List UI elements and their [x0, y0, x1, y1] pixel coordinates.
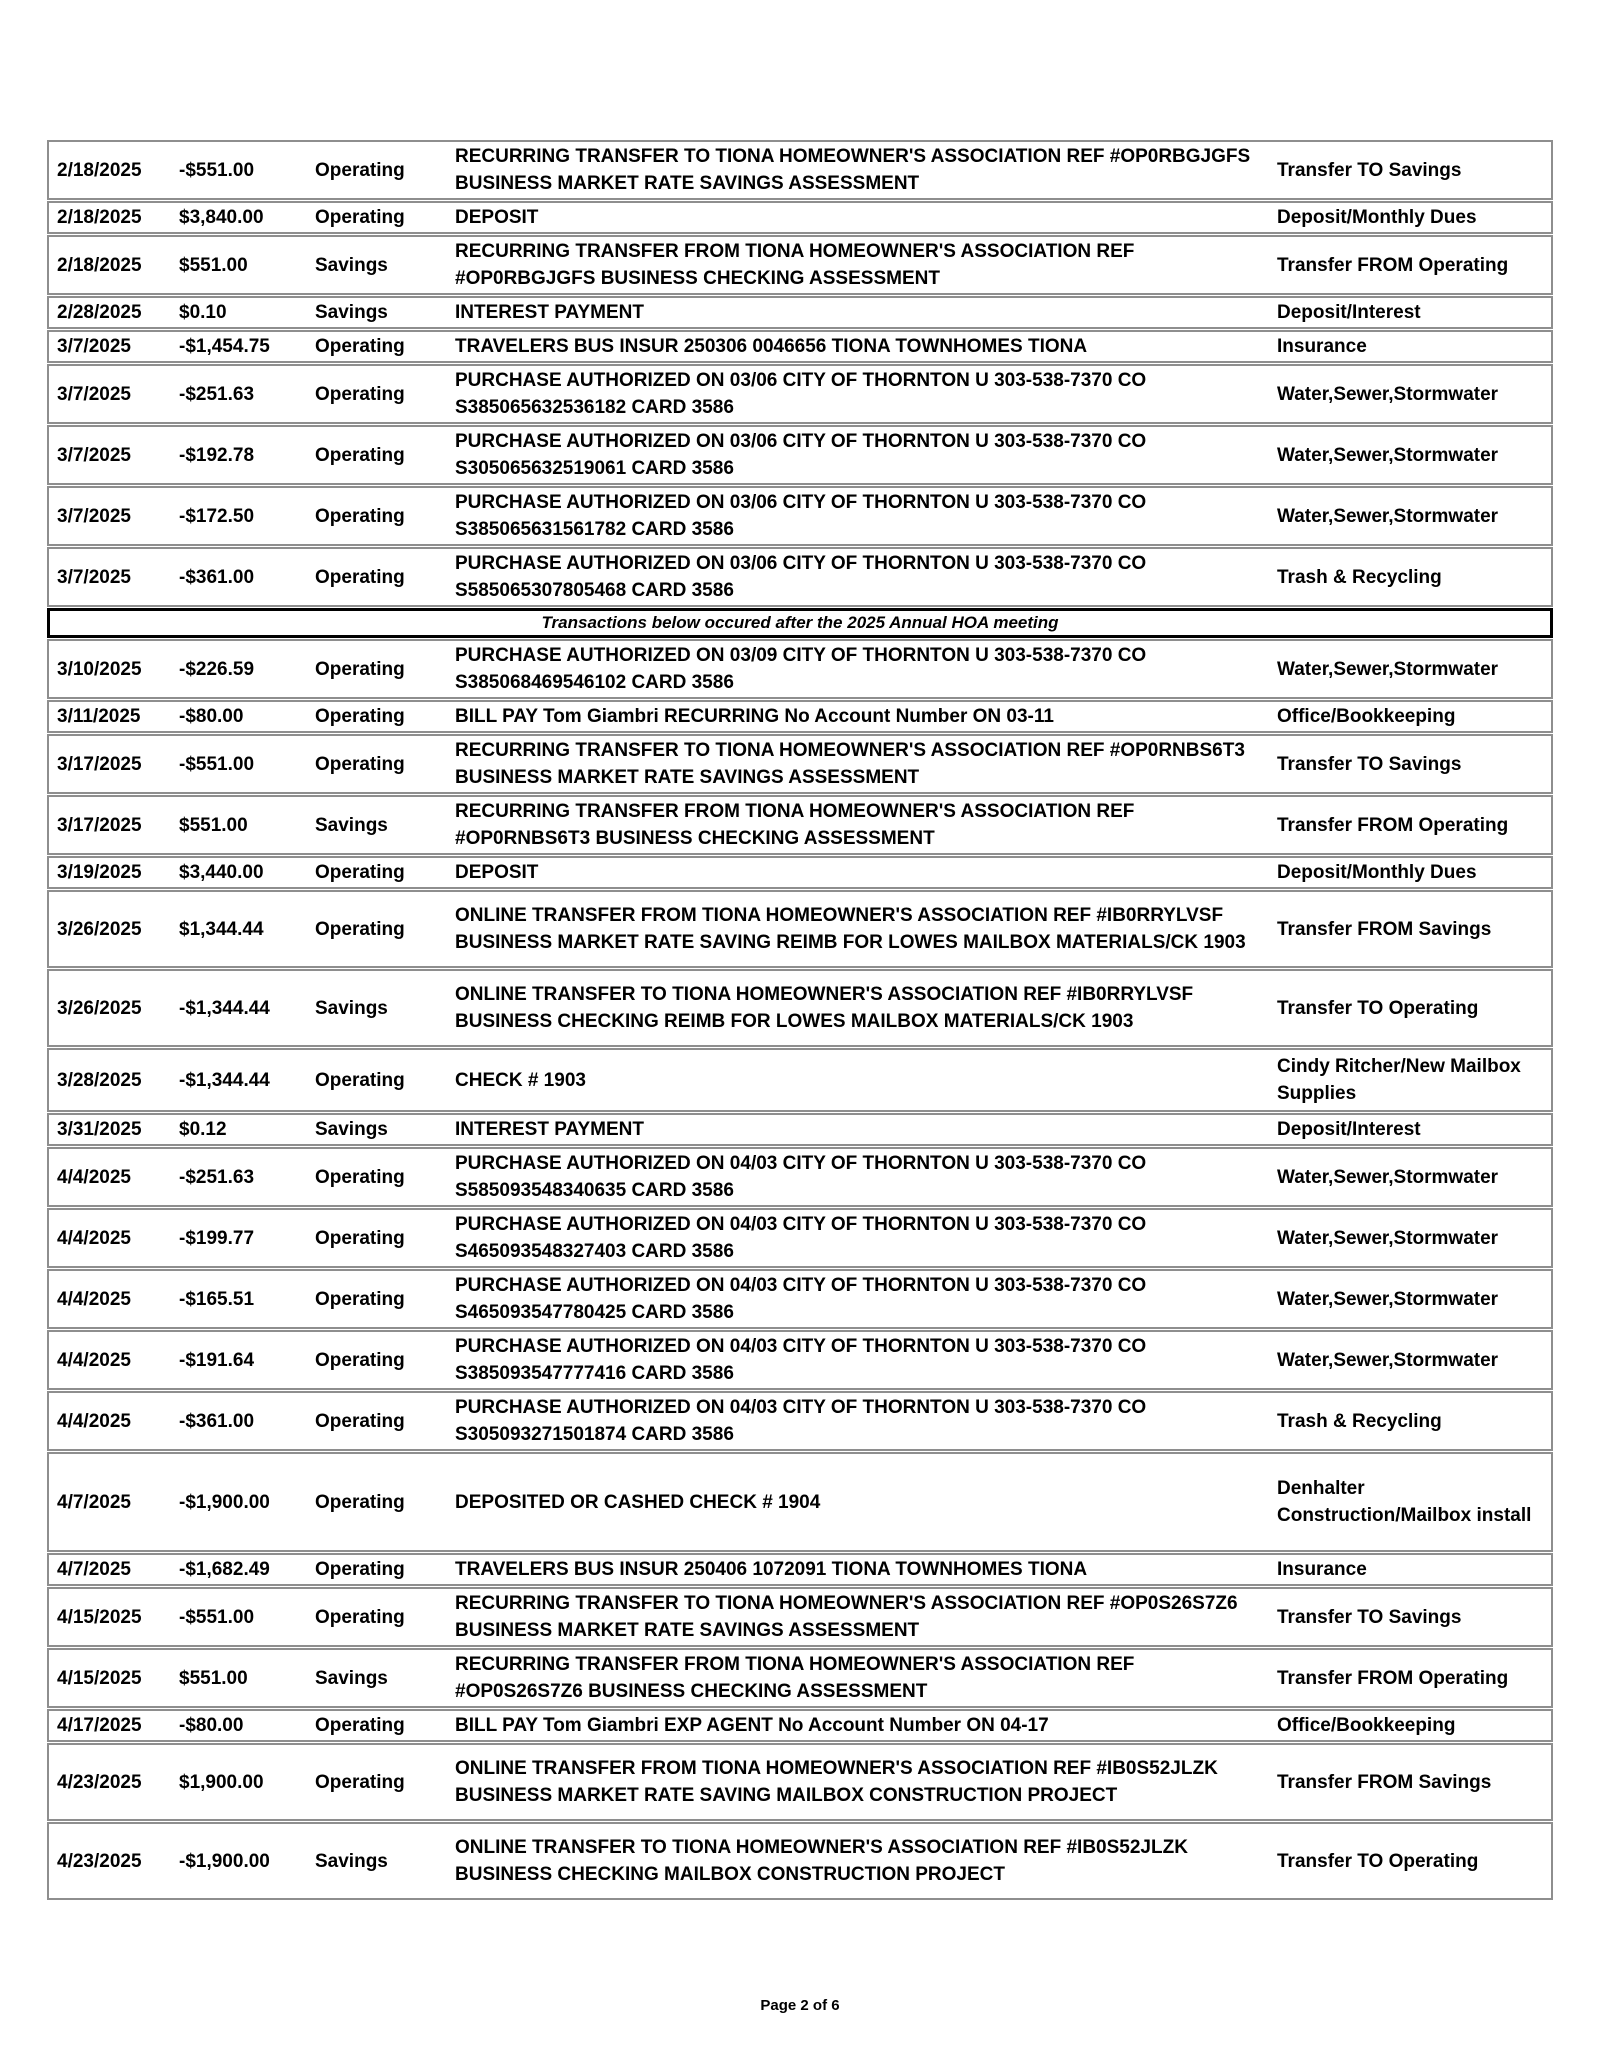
account-cell: Operating — [315, 658, 405, 680]
amount-cell: -$226.59 — [179, 658, 255, 680]
amount-cell: $0.10 — [179, 302, 227, 323]
table-row — [47, 1587, 1553, 1647]
table-row — [47, 1147, 1553, 1207]
amount-cell: -$192.78 — [179, 444, 255, 466]
table-row — [47, 1208, 1553, 1268]
amount-cell: -$80.00 — [179, 706, 244, 727]
description-cell: TRAVELERS BUS INSUR 250406 1072091 TIONA TOWNHOMES TIONA — [455, 1559, 1088, 1580]
description-cell: DEPOSIT — [455, 862, 539, 883]
amount-cell: $3,840.00 — [179, 207, 264, 228]
description-cell: RECURRING TRANSFER FROM TIONA HOMEOWNER'S ASSOCIATION REF #OP0RBGJGFS BUSINESS CHECKING ASSESSMENT — [455, 241, 1135, 289]
account-cell: Operating — [315, 1349, 405, 1371]
category-cell: Trash & Recycling — [1277, 1410, 1442, 1432]
date-cell: 3/7/2025 — [57, 566, 131, 588]
amount-cell: -$191.64 — [179, 1349, 255, 1371]
category-cell: Water,Sewer,Stormwater — [1277, 1349, 1499, 1371]
description-cell: ONLINE TRANSFER FROM TIONA HOMEOWNER'S ASSOCIATION REF #IB0S52JLZK BUSINESS MARKET RATE SAVING MAILBOX CONSTRUCTION PROJECT — [455, 1758, 1218, 1806]
date-cell: 2/18/2025 — [57, 254, 142, 276]
amount-cell: -$551.00 — [179, 159, 255, 181]
category-cell: Deposit/Interest — [1277, 1119, 1421, 1140]
description-cell: INTEREST PAYMENT — [455, 1119, 644, 1140]
category-cell: Cindy Ritcher/New Mailbox Supplies — [1277, 1056, 1521, 1104]
account-cell: Operating — [315, 505, 405, 527]
account-cell: Operating — [315, 1166, 405, 1188]
category-cell: Denhalter Construction/Mailbox install — [1277, 1478, 1532, 1526]
category-cell: Water,Sewer,Stormwater — [1277, 383, 1499, 405]
description-cell: PURCHASE AUTHORIZED ON 04/03 CITY OF THORNTON U 303-538-7370 CO S465093548327403 CARD 3586 — [455, 1214, 1147, 1262]
description-cell: PURCHASE AUTHORIZED ON 03/06 CITY OF THORNTON U 303-538-7370 CO S385065632536182 CARD 3586 — [455, 370, 1147, 418]
table-row — [47, 330, 1553, 363]
category-cell: Transfer TO Operating — [1277, 997, 1479, 1019]
category-cell: Deposit/Interest — [1277, 302, 1421, 323]
account-cell: Operating — [315, 566, 405, 588]
amount-cell: $0.12 — [179, 1119, 227, 1140]
amount-cell: -$1,454.75 — [179, 336, 270, 357]
table-row — [47, 235, 1553, 295]
account-cell: Operating — [315, 444, 405, 466]
amount-cell: -$80.00 — [179, 1715, 244, 1736]
description-cell: DEPOSIT — [455, 207, 539, 228]
account-cell: Operating — [315, 1771, 405, 1793]
account-cell: Operating — [315, 1559, 405, 1580]
table-row — [47, 1648, 1553, 1708]
description-cell: RECURRING TRANSFER TO TIONA HOMEOWNER'S ASSOCIATION REF #OP0S26S7Z6 BUSINESS MARKET RATE SAVINGS ASSESSMENT — [455, 1593, 1238, 1641]
table-row — [47, 1269, 1553, 1329]
description-cell: BILL PAY Tom Giambri EXP AGENT No Account Number ON 04-17 — [455, 1715, 1049, 1736]
table-row — [47, 1743, 1553, 1821]
date-cell: 4/23/2025 — [57, 1850, 142, 1872]
table-row — [47, 1553, 1553, 1586]
amount-cell: $551.00 — [179, 1667, 248, 1689]
category-cell: Water,Sewer,Stormwater — [1277, 1288, 1499, 1310]
description-cell: RECURRING TRANSFER FROM TIONA HOMEOWNER'S ASSOCIATION REF #OP0RNBS6T3 BUSINESS CHECKING ASSESSMENT — [455, 801, 1135, 849]
description-cell: PURCHASE AUTHORIZED ON 04/03 CITY OF THORNTON U 303-538-7370 CO S385093547777416 CARD 3586 — [455, 1336, 1147, 1384]
date-cell: 3/31/2025 — [57, 1119, 142, 1140]
description-cell: DEPOSITED OR CASHED CHECK # 1904 — [455, 1491, 821, 1513]
account-cell: Operating — [315, 862, 405, 883]
description-cell: PURCHASE AUTHORIZED ON 04/03 CITY OF THORNTON U 303-538-7370 CO S585093548340635 CARD 3586 — [455, 1153, 1147, 1201]
account-cell: Savings — [315, 1119, 388, 1140]
category-cell: Transfer TO Operating — [1277, 1850, 1479, 1872]
account-cell: Operating — [315, 1227, 405, 1249]
category-cell: Transfer TO Savings — [1277, 753, 1462, 775]
table-row — [47, 547, 1553, 607]
category-cell: Transfer TO Savings — [1277, 1606, 1462, 1628]
table-row — [47, 1391, 1553, 1451]
amount-cell: $551.00 — [179, 254, 248, 276]
table-row — [47, 486, 1553, 546]
amount-cell: -$551.00 — [179, 1606, 255, 1628]
description-cell: PURCHASE AUTHORIZED ON 04/03 CITY OF THORNTON U 303-538-7370 CO S305093271501874 CARD 3586 — [455, 1397, 1147, 1445]
category-cell: Water,Sewer,Stormwater — [1277, 444, 1499, 466]
table-row — [47, 364, 1553, 424]
table-row — [47, 140, 1553, 200]
account-cell: Savings — [315, 302, 388, 323]
date-cell: 4/4/2025 — [57, 1166, 131, 1188]
category-cell: Trash & Recycling — [1277, 566, 1442, 588]
date-cell: 3/10/2025 — [57, 658, 142, 680]
date-cell: 4/4/2025 — [57, 1349, 131, 1371]
category-cell: Water,Sewer,Stormwater — [1277, 1166, 1499, 1188]
category-cell: Water,Sewer,Stormwater — [1277, 505, 1499, 527]
description-cell: RECURRING TRANSFER FROM TIONA HOMEOWNER'S ASSOCIATION REF #OP0S26S7Z6 BUSINESS CHECKING ASSESSMENT — [455, 1654, 1135, 1702]
amount-cell: -$551.00 — [179, 753, 255, 775]
amount-cell: $551.00 — [179, 814, 248, 836]
category-cell: Transfer FROM Operating — [1277, 814, 1509, 836]
amount-cell: -$1,900.00 — [179, 1491, 270, 1513]
account-cell: Operating — [315, 918, 405, 940]
category-cell: Water,Sewer,Stormwater — [1277, 658, 1499, 680]
account-cell: Operating — [315, 1069, 405, 1091]
table-row — [47, 296, 1553, 329]
account-cell: Operating — [315, 1410, 405, 1432]
amount-cell: -$1,344.44 — [179, 1069, 270, 1091]
table-row — [47, 1048, 1553, 1112]
table-row — [47, 700, 1553, 733]
description-cell: CHECK # 1903 — [455, 1069, 586, 1091]
description-cell: ONLINE TRANSFER TO TIONA HOMEOWNER'S ASSOCIATION REF #IB0S52JLZK BUSINESS CHECKING MAILBOX CONSTRUCTION PROJECT — [455, 1837, 1188, 1885]
date-cell: 2/18/2025 — [57, 159, 142, 181]
category-cell: Insurance — [1277, 336, 1367, 357]
table-row — [47, 639, 1553, 699]
date-cell: 3/19/2025 — [57, 862, 142, 883]
amount-cell: -$165.51 — [179, 1288, 255, 1310]
amount-cell: -$1,900.00 — [179, 1850, 270, 1872]
category-cell: Insurance — [1277, 1559, 1367, 1580]
account-cell: Operating — [315, 1491, 405, 1513]
description-cell: PURCHASE AUTHORIZED ON 03/06 CITY OF THORNTON U 303-538-7370 CO S585065307805468 CARD 3586 — [455, 553, 1147, 601]
date-cell: 3/26/2025 — [57, 918, 142, 940]
table-row — [47, 890, 1553, 968]
date-cell: 4/4/2025 — [57, 1227, 131, 1249]
table-row — [47, 1452, 1553, 1552]
amount-cell: -$251.63 — [179, 383, 255, 405]
table-row — [47, 201, 1553, 234]
date-cell: 4/15/2025 — [57, 1606, 142, 1628]
date-cell: 2/28/2025 — [57, 302, 142, 323]
table-row — [47, 795, 1553, 855]
date-cell: 4/17/2025 — [57, 1715, 142, 1736]
amount-cell: -$361.00 — [179, 566, 255, 588]
separator-row: Transactions below occured after the 2025 Annual HOA meeting — [47, 608, 1553, 638]
date-cell: 4/4/2025 — [57, 1410, 131, 1432]
account-cell: Operating — [315, 383, 405, 405]
account-cell: Operating — [315, 753, 405, 775]
transactions-table — [47, 140, 1553, 1901]
account-cell: Operating — [315, 1606, 405, 1628]
account-cell: Operating — [315, 207, 405, 228]
date-cell: 3/26/2025 — [57, 997, 142, 1019]
date-cell: 3/7/2025 — [57, 505, 131, 527]
account-cell: Operating — [315, 706, 405, 727]
date-cell: 4/7/2025 — [57, 1559, 131, 1580]
table-row — [47, 856, 1553, 889]
description-cell: INTEREST PAYMENT — [455, 302, 644, 323]
amount-cell: $1,344.44 — [179, 918, 264, 940]
date-cell: 3/17/2025 — [57, 814, 142, 836]
category-cell: Transfer FROM Savings — [1277, 1771, 1492, 1793]
amount-cell: -$199.77 — [179, 1227, 255, 1249]
date-cell: 3/11/2025 — [57, 706, 141, 727]
description-cell: ONLINE TRANSFER FROM TIONA HOMEOWNER'S ASSOCIATION REF #IB0RRYLVSF BUSINESS MARKET RATE SAVING REIMB FOR LOWES MAILBOX MATERIALS/CK 1903 — [455, 905, 1246, 953]
page-number: Page 2 of 6 — [760, 1997, 840, 2014]
amount-cell: -$1,344.44 — [179, 997, 270, 1019]
account-cell: Operating — [315, 1288, 405, 1310]
description-cell: PURCHASE AUTHORIZED ON 03/06 CITY OF THORNTON U 303-538-7370 CO S305065632519061 CARD 3586 — [455, 431, 1147, 479]
account-cell: Savings — [315, 997, 388, 1019]
category-cell: Deposit/Monthly Dues — [1277, 207, 1477, 228]
category-cell: Office/Bookkeeping — [1277, 1715, 1456, 1736]
account-cell: Operating — [315, 1715, 405, 1736]
table-row — [47, 1113, 1553, 1146]
account-cell: Operating — [315, 336, 405, 357]
amount-cell: $1,900.00 — [179, 1771, 264, 1793]
account-cell: Savings — [315, 814, 388, 836]
date-cell: 4/7/2025 — [57, 1491, 131, 1513]
table-row — [47, 425, 1553, 485]
description-cell: TRAVELERS BUS INSUR 250306 0046656 TIONA TOWNHOMES TIONA — [455, 336, 1088, 357]
description-cell: PURCHASE AUTHORIZED ON 04/03 CITY OF THORNTON U 303-538-7370 CO S465093547780425 CARD 3586 — [455, 1275, 1147, 1323]
description-cell: RECURRING TRANSFER TO TIONA HOMEOWNER'S ASSOCIATION REF #OP0RBGJGFS BUSINESS MARKET RATE SAVINGS ASSESSMENT — [455, 146, 1251, 194]
table-row — [47, 1330, 1553, 1390]
category-cell: Deposit/Monthly Dues — [1277, 862, 1477, 883]
date-cell: 3/7/2025 — [57, 336, 131, 357]
date-cell: 2/18/2025 — [57, 207, 142, 228]
description-cell: PURCHASE AUTHORIZED ON 03/09 CITY OF THORNTON U 303-538-7370 CO S385068469546102 CARD 3586 — [455, 645, 1147, 693]
table-row — [47, 1709, 1553, 1742]
date-cell: 3/17/2025 — [57, 753, 142, 775]
amount-cell: -$172.50 — [179, 505, 255, 527]
amount-cell: -$361.00 — [179, 1410, 255, 1432]
amount-cell: -$251.63 — [179, 1166, 255, 1188]
description-cell: PURCHASE AUTHORIZED ON 03/06 CITY OF THORNTON U 303-538-7370 CO S385065631561782 CARD 3586 — [455, 492, 1147, 540]
table-row — [47, 1822, 1553, 1900]
table-row — [47, 969, 1553, 1047]
date-cell: 3/7/2025 — [57, 383, 131, 405]
amount-cell: $3,440.00 — [179, 862, 264, 883]
category-cell: Transfer TO Savings — [1277, 159, 1462, 181]
category-cell: Transfer FROM Operating — [1277, 1667, 1509, 1689]
description-cell: RECURRING TRANSFER TO TIONA HOMEOWNER'S ASSOCIATION REF #OP0RNBS6T3 BUSINESS MARKET RATE SAVINGS ASSESSMENT — [455, 740, 1245, 788]
account-cell: Savings — [315, 254, 388, 276]
date-cell: 3/28/2025 — [57, 1069, 142, 1091]
account-cell: Savings — [315, 1667, 388, 1689]
date-cell: 4/15/2025 — [57, 1667, 142, 1689]
date-cell: 4/4/2025 — [57, 1288, 131, 1310]
table-row — [47, 734, 1553, 794]
date-cell: 3/7/2025 — [57, 444, 131, 466]
category-cell: Water,Sewer,Stormwater — [1277, 1227, 1499, 1249]
description-cell: BILL PAY Tom Giambri RECURRING No Account Number ON 03-11 — [455, 706, 1054, 727]
category-cell: Transfer FROM Savings — [1277, 918, 1492, 940]
account-cell: Savings — [315, 1850, 388, 1872]
description-cell: ONLINE TRANSFER TO TIONA HOMEOWNER'S ASSOCIATION REF #IB0RRYLVSF BUSINESS CHECKING REIMB FOR LOWES MAILBOX MATERIALS/CK 1903 — [455, 984, 1194, 1032]
date-cell: 4/23/2025 — [57, 1771, 142, 1793]
account-cell: Operating — [315, 159, 405, 181]
category-cell: Office/Bookkeeping — [1277, 706, 1456, 727]
category-cell: Transfer FROM Operating — [1277, 254, 1509, 276]
amount-cell: -$1,682.49 — [179, 1559, 270, 1580]
